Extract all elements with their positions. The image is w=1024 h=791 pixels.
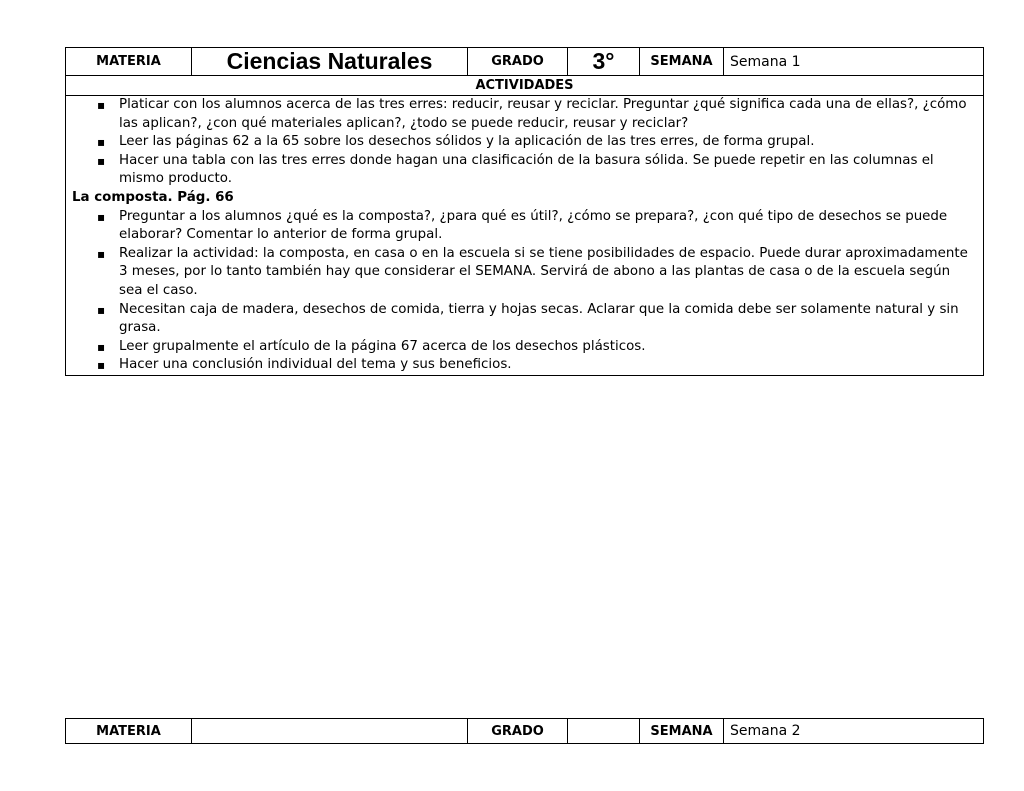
grado-label: GRADO (468, 48, 568, 76)
activities-body-row (66, 96, 984, 376)
list-item: ▪ Necesitan caja de madera, desechos de comida, tierra y hojas secas. Aclarar que la comida debe ser solamente natural y sin grasa. (119, 301, 977, 338)
week1-header-row (66, 48, 984, 76)
materia-value (192, 719, 468, 744)
list-item: ▪ Leer las páginas 62 a la 65 sobre los desechos sólidos y la aplicación de las tres erres, de forma grupal. (119, 133, 977, 152)
list-item: ▪ Hacer una conclusión individual del tema y sus beneficios. (119, 356, 977, 375)
list-item: ▪ Realizar la actividad: la composta, en casa o en la escuela si se tiene posibilidades de espacio. Puede durar aproximadamente 3 meses, por lo tanto también hay que considerar el SEMANA. Servirá de abono a las plantas de casa o de la escuela según sea el caso. (119, 245, 977, 301)
semana-label: SEMANA (640, 719, 724, 744)
semana-value: Semana 1 (724, 48, 984, 76)
section-title: La composta. Pág. 66 (72, 189, 234, 205)
semana-value: Semana 2 (724, 719, 984, 744)
activities-header-row (66, 76, 984, 96)
list-item: ▪ Platicar con los alumnos acerca de las tres erres: reducir, reusar y reciclar. Preguntar ¿qué significa cada una de ellas?, ¿cómo las aplican?, ¿con qué materiales aplican?, ¿todo se puede reducir, reusar y reciclar? (119, 96, 977, 133)
materia-label: MATERIA (66, 48, 192, 76)
activities-heading: ACTIVIDADES (66, 76, 984, 96)
grado-value: 3° (568, 48, 640, 76)
activities-cell (66, 96, 984, 376)
activities-list-b (72, 208, 977, 375)
semana-label: SEMANA (640, 48, 724, 76)
materia-value: Ciencias Naturales (192, 48, 468, 76)
grado-label: GRADO (468, 719, 568, 744)
list-item: ▪ Leer grupalmente el artículo de la página 67 acerca de los desechos plásticos. (119, 338, 977, 357)
week2-header-row (66, 719, 984, 744)
activities-list-a (72, 96, 977, 189)
week1-table (65, 47, 984, 376)
materia-label: MATERIA (66, 719, 192, 744)
week2-table (65, 718, 984, 744)
list-item: ▪ Preguntar a los alumnos ¿qué es la composta?, ¿para qué es útil?, ¿cómo se prepara?, ¿con qué tipo de desechos se puede elaborar? Comentar lo anterior de forma grupal. (119, 208, 977, 245)
grado-value (568, 719, 640, 744)
list-item: ▪ Hacer una tabla con las tres erres donde hagan una clasificación de la basura sólida. Se puede repetir en las columnas el mismo producto. (119, 152, 977, 189)
